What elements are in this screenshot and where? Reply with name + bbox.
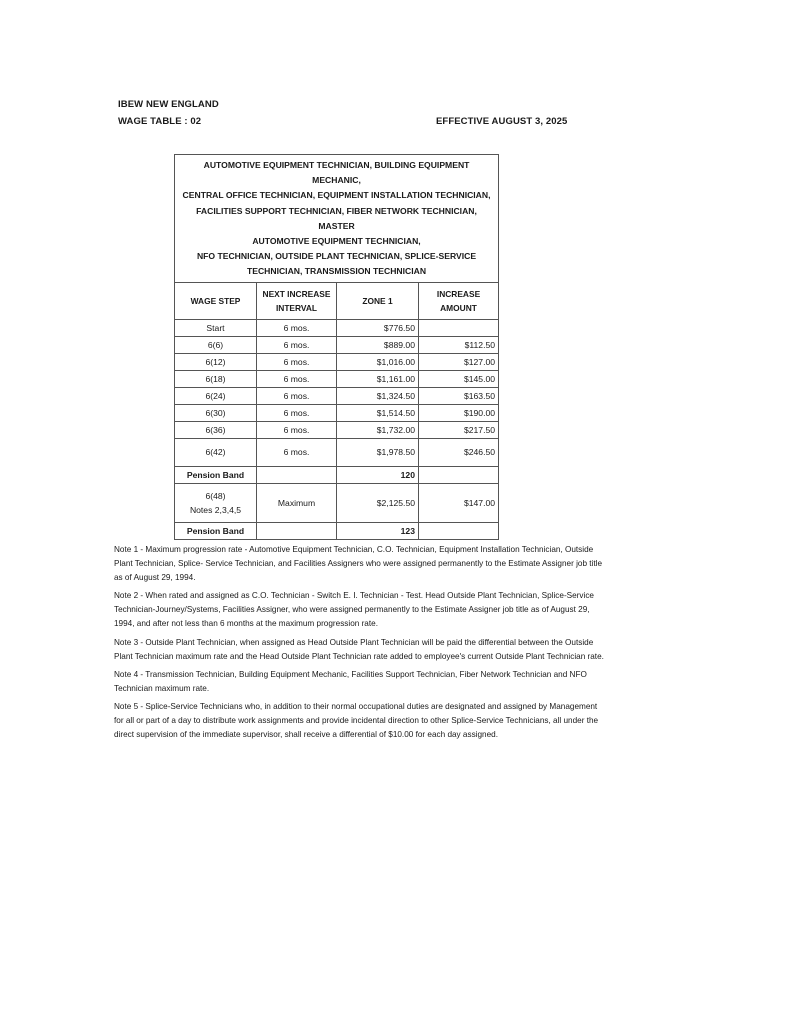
max-step: 6(48) [205, 490, 226, 501]
increase-cell: $147.00 [419, 483, 499, 522]
col-header-increase-amount [419, 282, 499, 319]
empty-cell [419, 466, 499, 483]
pension-band-label: Pension Band [175, 522, 257, 539]
table-row [175, 336, 499, 353]
pension-band-label: Pension Band [175, 466, 257, 483]
increase-cell: $145.00 [419, 370, 499, 387]
zone-cell: $889.00 [337, 336, 419, 353]
title-line: MECHANIC, [312, 175, 361, 186]
table-row [175, 370, 499, 387]
title-line: TECHNICIAN, TRANSMISSION TECHNICIAN [246, 266, 427, 277]
zone-cell: $1,324.50 [337, 387, 419, 404]
empty-cell [257, 466, 337, 483]
wage-step-cell: 6(30) [175, 404, 257, 421]
wage-step-cell: 6(18) [175, 370, 257, 387]
notes-section [114, 543, 604, 746]
interval-cell: 6 mos. [257, 421, 337, 438]
increase-cell: $217.50 [419, 421, 499, 438]
wage-step-cell: 6(6) [175, 336, 257, 353]
col-header-line: AMOUNT [440, 302, 477, 313]
col-header-line: INCREASE [436, 288, 481, 299]
wage-step-cell [175, 483, 257, 522]
table-row [175, 438, 499, 466]
empty-cell [419, 522, 499, 539]
zone-cell: $1,514.50 [337, 404, 419, 421]
increase-cell: $190.00 [419, 404, 499, 421]
wage-table [174, 154, 499, 540]
wage-step-cell: 6(36) [175, 421, 257, 438]
note-5: Note 5 - Splice-Service Technicians who, in addition to their normal occupational duties are designated and assigned by Management for all or part of a day to distribute work assignments and provide incidental direction to other Splice-Service Technicians, all under the direct supervision of the immediate supervisor, shall receive a differential of $10.00 for each day assigned. [114, 701, 599, 740]
note-4: Note 4 - Transmission Technician, Building Equipment Mechanic, Facilities Support Technician, Fiber Network Technician and NFO Technician maximum rate. [114, 669, 587, 693]
zone-cell: $1,016.00 [337, 353, 419, 370]
interval-cell: 6 mos. [257, 404, 337, 421]
maximum-row [175, 483, 499, 522]
zone-cell: $776.50 [337, 319, 419, 336]
col-header-wage-step: WAGE STEP [175, 282, 257, 319]
interval-cell: 6 mos. [257, 387, 337, 404]
col-header-zone-1: ZONE 1 [337, 282, 419, 319]
table-title [175, 155, 499, 283]
title-line: NFO TECHNICIAN, OUTSIDE PLANT TECHNICIAN, SPLICE-SERVICE [196, 251, 477, 262]
increase-cell: $246.50 [419, 438, 499, 466]
interval-cell: 6 mos. [257, 336, 337, 353]
interval-cell: 6 mos. [257, 438, 337, 466]
zone-cell: $1,978.50 [337, 438, 419, 466]
pension-band-row [175, 466, 499, 483]
table-row [175, 353, 499, 370]
title-line: AUTOMOTIVE EQUIPMENT TECHNICIAN, BUILDING EQUIPMENT [203, 160, 470, 170]
table-row [175, 387, 499, 404]
col-header-next-increase-interval [257, 282, 337, 319]
pension-band-value: 123 [337, 522, 419, 539]
title-line: FACILITIES SUPPORT TECHNICIAN, FIBER NETWORK TECHNICIAN, MASTER [196, 205, 477, 231]
increase-cell: $127.00 [419, 353, 499, 370]
col-header-line: NEXT INCREASE [262, 288, 331, 299]
interval-cell: 6 mos. [257, 370, 337, 387]
wage-step-cell: Start [175, 319, 257, 336]
increase-cell [419, 319, 499, 336]
note-3: Note 3 - Outside Plant Technician, when assigned as Head Outside Plant Technician will be paid the differential between the Outside Plant Technician maximum rate and the Head Outside Plant Technician rate added to employee's current Outside Plant Technician rate. [114, 637, 604, 661]
title-line: CENTRAL OFFICE TECHNICIAN, EQUIPMENT INSTALLATION TECHNICIAN, [182, 190, 491, 201]
wage-table-number: WAGE TABLE : 02 [118, 116, 202, 127]
note-2: Note 2 - When rated and assigned as C.O. Technician - Switch E. I. Technician - Test. Head Outside Plant Technician, Splice-Service Technician-Journey/Systems, Facilities Assigner, who were assigned permanently to the Estimate Assigner job title as of August 29, 1994, and after not less than 6 months at the maximum progression rate. [114, 591, 594, 629]
table-row [175, 404, 499, 421]
increase-cell: $112.50 [419, 336, 499, 353]
interval-cell: Maximum [257, 483, 337, 522]
zone-cell: $1,732.00 [337, 421, 419, 438]
col-header-line: INTERVAL [275, 302, 318, 313]
org-name: IBEW NEW ENGLAND [118, 99, 219, 110]
note-1: Note 1 - Maximum progression rate - Automotive Equipment Technician, C.O. Technician, Equipment Installation Technician, Outside Plant Technician, Splice- Service Technician, and Facilities Assigners who were assigned permanently to the Estimate Assigner job title as of August 29, 1994. [114, 545, 603, 583]
zone-cell: $2,125.50 [337, 483, 419, 522]
pension-band-row [175, 522, 499, 539]
wage-step-cell: 6(42) [175, 438, 257, 466]
title-line: AUTOMOTIVE EQUIPMENT TECHNICIAN, [252, 236, 421, 247]
table-row [175, 319, 499, 336]
max-step-notes: Notes 2,3,4,5 [189, 504, 242, 515]
zone-cell: $1,161.00 [337, 370, 419, 387]
interval-cell: 6 mos. [257, 319, 337, 336]
pension-band-value: 120 [337, 466, 419, 483]
increase-cell: $163.50 [419, 387, 499, 404]
wage-step-cell: 6(12) [175, 353, 257, 370]
table-row [175, 421, 499, 438]
wage-step-cell: 6(24) [175, 387, 257, 404]
empty-cell [257, 522, 337, 539]
effective-date: EFFECTIVE AUGUST 3, 2025 [436, 116, 568, 127]
interval-cell: 6 mos. [257, 353, 337, 370]
